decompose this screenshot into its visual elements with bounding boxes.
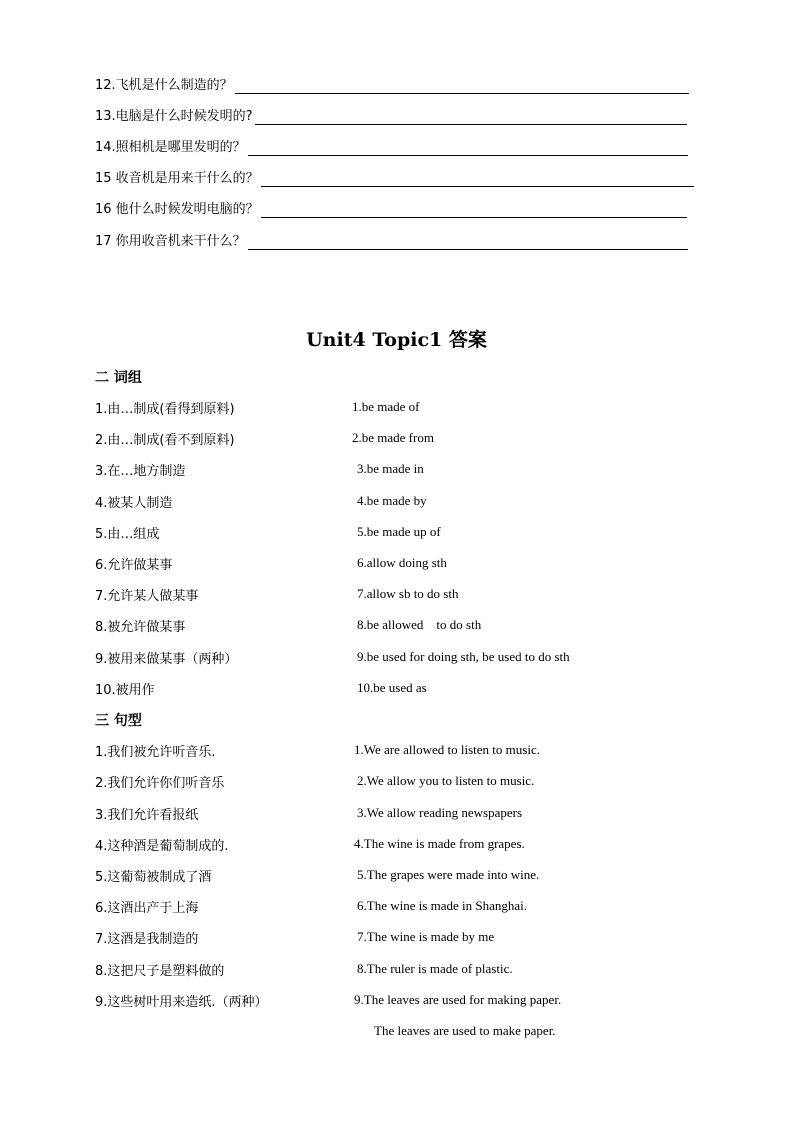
question-row-13	[95, 107, 687, 125]
sentence-chinese: 9.这些树叶用来造纸.（两种）	[95, 995, 268, 1010]
sentence-chinese: 8.这把尺子是塑料做的	[95, 964, 225, 979]
answer-line	[261, 205, 687, 218]
question-text: 14.照相机是哪里发明的？	[95, 140, 246, 155]
sentence-english: 6.The wine is made in Shanghai.	[357, 898, 528, 913]
phrase-row	[95, 460, 715, 478]
sentence-chinese: 6.这酒出产于上海	[95, 901, 199, 916]
phrase-english: 9.be used for doing sth, be used to do sth	[357, 649, 570, 664]
phrase-row	[95, 429, 715, 447]
question-text: 12.飞机是什么制造的？	[95, 78, 233, 93]
sentence-row	[95, 960, 715, 978]
phrase-english: 1.be made of	[352, 399, 420, 414]
question-text: 16 他什么时候发明电脑的？	[95, 202, 259, 217]
phrase-chinese: 4.被某人制造	[95, 496, 173, 511]
phrase-chinese: 7.允许某人做某事	[95, 589, 199, 604]
phrase-chinese: 6.允许做某事	[95, 558, 173, 573]
phrase-row	[95, 492, 715, 510]
phrase-chinese: 8.被允许做某事	[95, 620, 186, 635]
sentence-row	[95, 741, 715, 759]
phrase-row	[95, 679, 715, 697]
sentence-english: 8.The ruler is made of plastic.	[357, 961, 513, 976]
phrase-chinese: 5.由…组成	[95, 527, 160, 542]
sentence-english: 5.The grapes were made into wine.	[357, 867, 540, 882]
sentence-row	[95, 866, 715, 884]
sentence-english-alt: The leaves are used to make paper.	[374, 1023, 556, 1038]
sentence-english: 2.We allow you to listen to music.	[357, 773, 535, 788]
sentence-chinese: 7.这酒是我制造的	[95, 932, 199, 947]
sentence-english: 3.We allow reading newspapers	[357, 805, 523, 820]
sentence-row	[95, 897, 715, 915]
question-row-16	[95, 200, 687, 218]
question-text: 13.电脑是什么时候发明的?	[95, 109, 253, 124]
phrase-row	[95, 585, 715, 603]
answer-line	[248, 237, 688, 250]
sentence-chinese: 2.我们允许你们听音乐	[95, 776, 225, 791]
phrase-english: 6.allow doing sth	[357, 555, 447, 570]
phrase-row	[95, 616, 715, 634]
phrase-english: 5.be made up of	[357, 524, 441, 539]
question-row-12	[95, 76, 689, 94]
phrase-row	[95, 554, 715, 572]
sentence-english: 9.The leaves are used for making paper.	[354, 992, 562, 1007]
phrase-chinese: 3.在…地方制造	[95, 464, 186, 479]
sentence-chinese: 4.这种酒是葡萄制成的.	[95, 839, 229, 854]
sentence-row	[95, 772, 715, 790]
phrase-row	[95, 398, 715, 416]
answer-line	[255, 112, 687, 125]
section-heading-phrases: 二 词组	[95, 370, 142, 386]
question-text: 17 你用收音机来干什么？	[95, 234, 246, 249]
question-row-15	[95, 169, 694, 187]
phrase-row	[95, 648, 715, 666]
phrase-chinese: 2.由…制成(看不到原料)	[95, 433, 235, 448]
phrase-english: 7.allow sb to do sth	[357, 586, 459, 601]
sentence-chinese: 3.我们允许看报纸	[95, 808, 199, 823]
sentence-english: 4.The wine is made from grapes.	[354, 836, 525, 851]
sentence-english: 1.We are allowed to listen to music.	[354, 742, 540, 757]
question-row-14	[95, 138, 688, 156]
phrase-english: 10.be used as	[357, 680, 427, 695]
phrase-chinese: 10.被用作	[95, 683, 155, 698]
answer-line	[248, 143, 688, 156]
answer-line	[261, 174, 694, 187]
answer-line	[235, 81, 689, 94]
sentence-row	[95, 835, 715, 853]
question-row-17	[95, 232, 688, 250]
sentence-english: 7.The wine is made by me	[357, 929, 495, 944]
sentence-row	[95, 928, 715, 946]
phrase-english: 4.be made by	[357, 493, 427, 508]
sentence-row	[95, 991, 715, 1009]
phrase-chinese: 1.由…制成(看得到原料)	[95, 402, 235, 417]
sentence-chinese: 5.这葡萄被制成了酒	[95, 870, 212, 885]
phrase-english: 8.be allowed to do sth	[357, 617, 482, 632]
sentence-row	[95, 804, 715, 822]
sentence-chinese: 1.我们被允许听音乐.	[95, 745, 216, 760]
answer-title: Unit4 Topic1 答案	[306, 329, 487, 351]
section-heading-sentences: 三 句型	[95, 713, 142, 729]
phrase-row	[95, 523, 715, 541]
phrase-english: 2.be made from	[352, 430, 434, 445]
question-text: 15 收音机是用来干什么的？	[95, 171, 259, 186]
phrase-chinese: 9.被用来做某事（两种）	[95, 652, 238, 667]
phrase-english: 3.be made in	[357, 461, 424, 476]
